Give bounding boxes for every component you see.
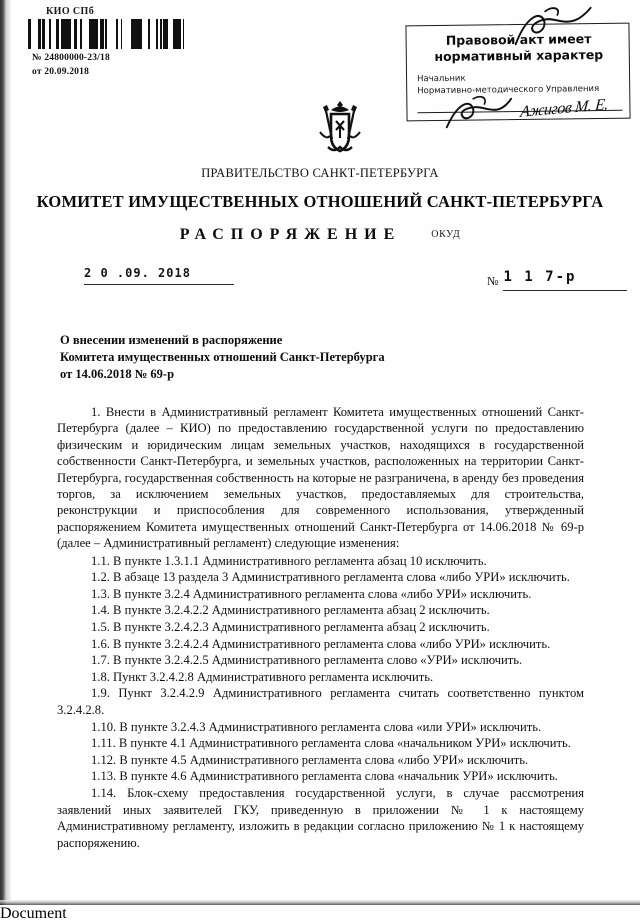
amendment-item: 1.7. В пункте 3.2.4.2.5 Административного регламента слово «УРИ» исключить. (91, 653, 523, 668)
signature-name-handwritten: Ажигов М. Е. (519, 96, 609, 121)
document-subject-line2: Комитета имущественных отношений Санкт-Петербурга (60, 350, 385, 364)
government-line: ПРАВИТЕЛЬСТВО САНКТ-ПЕТЕРБУРГА (201, 166, 439, 180)
document-number-label: № (487, 274, 499, 288)
amendment-item: 1.5. В пункте 3.2.4.2.3 Административного регламента абзац 2 исключить. (91, 620, 490, 635)
document-number-value: 1 1 7-р (503, 269, 577, 285)
amendment-item: 1.9. Пункт 3.2.4.2.9 Административного регламента считать соответственно пунктом 3.2.4.2.8. (57, 686, 584, 717)
legal-act-stamp-title-line1: Правовой акт имеет (445, 31, 592, 48)
scan-edge-left (0, 0, 7, 905)
document-body (57, 404, 584, 851)
body-paragraph-1: 1. Внести в Административный регламент Комитета имущественных отношений Санкт-Петербурга (далее – КИО) по предоставлению государственной услуги по предоставлению физическим и юридическим лицам земельных участков, находящихся в государственной собственности Санкт-Петербурга, и земельных участков, расположенных на территории Санкт-Петербурга, государственная собственность на которые не разграничена, в аренду без проведения торгов, за исключением земельных участков, предоставляемых для строительства, реконструкции и приспособления для современного использования, утвержденный распоряжением Комитета имущественных отношений Санкт-Петербурга от 14.06.2018 № 69-р (далее – Административный регламент) следующие изменения: (57, 405, 584, 551)
legal-act-stamp-title-line2: нормативный характер (434, 46, 604, 65)
legal-act-stamp-role-line1: Начальник (417, 73, 466, 85)
okud-label: ОКУД (431, 229, 461, 240)
legal-act-stamp-title (417, 31, 621, 65)
document-date-value: 2 0 .09. 2018 (84, 266, 191, 280)
document-type-row (0, 226, 640, 244)
document-number-value-wrap (503, 268, 627, 291)
document-number-field (487, 268, 627, 291)
document-subject (60, 332, 480, 383)
amendment-item: 1.13. В пункте 4.6 Административного регламента слова «начальник УРИ» исключить. (91, 769, 558, 784)
amendment-item: 1.8. Пункт 3.2.4.2.8 Административного регламента исключить. (91, 669, 434, 684)
legal-act-stamp-role-line2: Нормативно-методического Управления (417, 84, 600, 97)
barcode-image (24, 19, 184, 49)
amendment-item: 1.6. В пункте 3.2.4.2.4 Административного регламента слова «либо УРИ» исключить. (91, 636, 551, 651)
registration-barcode-block (24, 6, 194, 77)
document-subject-line3: от 14.06.2018 № 69-р (60, 367, 175, 381)
amendment-item: 1.2. В абзаце 13 раздела 3 Административного регламента слова «либо УРИ» исключить. (91, 570, 570, 585)
amendment-item: 1.12. В пункте 4.5 Административного регламента слова «либо УРИ» исключить. (91, 752, 529, 767)
document-subject-line1: О внесении изменений в распоряжение (60, 333, 283, 347)
amendment-item: 1.4. В пункте 3.2.4.2.2 Административного регламента абзац 2 исключить. (91, 603, 490, 618)
stamp-signature-rule (417, 109, 622, 114)
document-number-rule (503, 289, 627, 291)
document-date-field (84, 266, 234, 285)
amendment-item: 1.14. Блок-схему предоставления государственной услуги, в случае рассмотрения заявлений иных заявителей ГКУ, приведенную в приложении № 1 к настоящему Административному регламенту, изложить в редакции согласно приложению № 1 к настоящему распоряжению. (57, 785, 584, 850)
legal-act-stamp (405, 23, 630, 122)
document-date-rule (84, 283, 234, 285)
amendment-item: 1.1. В пункте 1.3.1.1 Административного регламента абзац 10 исключить. (91, 553, 487, 568)
scan-edge-left-fade (7, 0, 11, 905)
barcode-number: № 24800000-23/18 (32, 53, 110, 63)
amendment-item-list (57, 553, 584, 852)
amendment-item: 1.11. В пункте 4.1 Административного регламента слова «начальником УРИ» исключить. (91, 736, 571, 751)
document-type: РАСПОРЯЖЕНИЕ (179, 226, 402, 243)
barcode-caption: КИО СПб (46, 6, 95, 17)
amendment-item: 1.3. В пункте 3.2.4 Административного регламента слова «либо УРИ» исключить. (91, 586, 532, 601)
coat-of-arms-icon (307, 98, 373, 158)
committee-line: КОМИТЕТ ИМУЩЕСТВЕННЫХ ОТНОШЕНИЙ САНКТ-ПЕТЕРБУРГА (36, 192, 604, 211)
amendment-item: 1.10. В пункте 3.2.4.3 Административного регламента слова «или УРИ» исключить. (91, 719, 542, 734)
barcode-date: от 20.09.2018 (32, 67, 90, 77)
scan-edge-bottom (0, 900, 640, 905)
